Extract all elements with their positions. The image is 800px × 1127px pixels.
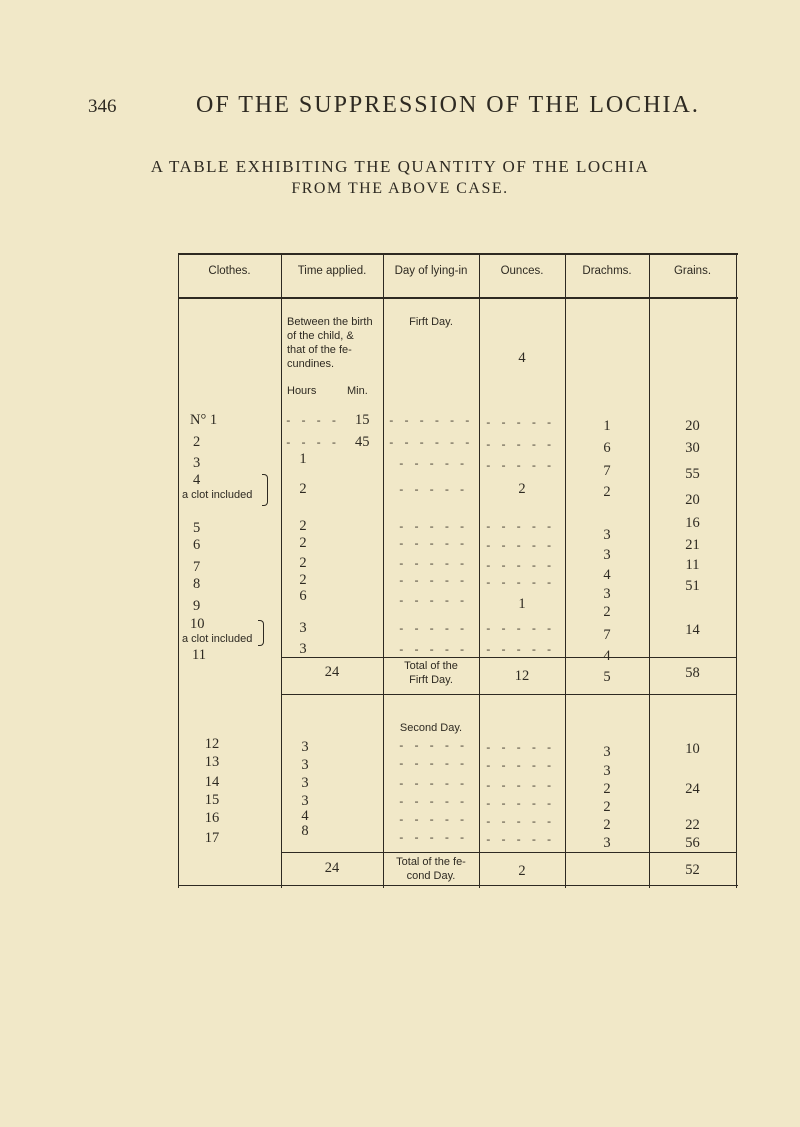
first-day-label: Firft Day. (409, 316, 453, 328)
drachms-value: 2 (603, 484, 611, 500)
time-value: 3 (301, 793, 309, 809)
hours-label: Hours (287, 385, 317, 397)
grains-value: 11 (685, 557, 700, 573)
ditto-dashes: - - - - (285, 438, 339, 450)
running-head: OF THE SUPPRESSION OF THE LOCHIA. (196, 92, 700, 118)
drachms-value: 2 (603, 799, 611, 815)
ounces-value: 2 (518, 481, 526, 497)
ditto-dashes: - - - - - (485, 799, 554, 811)
ditto-dashes: - - - - - (485, 624, 554, 636)
drachms-value: 2 (603, 817, 611, 833)
clot-note: a clot included (182, 633, 253, 645)
drachms-value: 3 (603, 527, 611, 543)
ditto-dashes: - - - - - (398, 779, 467, 791)
clothes-number: 16 (204, 810, 220, 826)
header-ounces: Ounces. (500, 265, 544, 277)
total-label-line: Firft Day. (409, 674, 453, 686)
clothes-number: 15 (204, 792, 220, 808)
ditto-dashes: - - - - - (398, 624, 467, 636)
ditto-dashes: - - - - - (398, 741, 467, 753)
clothes-number: 7 (193, 559, 201, 575)
time-value: 4 (301, 808, 309, 824)
ditto-dashes: - - - - - (398, 485, 467, 497)
clothes-number: 6 (193, 537, 201, 553)
time-value: 3 (301, 739, 309, 755)
table-title: A TABLE EXHIBITING THE QUANTITY OF THE LOCHIA (150, 157, 650, 176)
drachms-value: 2 (603, 781, 611, 797)
grains-value: 20 (685, 492, 700, 508)
clothes-number: 8 (193, 576, 201, 592)
time-note-line: Between the birth (287, 316, 373, 328)
time-note-line: that of the fe- (287, 344, 352, 356)
ditto-dashes: - - - - - (398, 539, 467, 551)
drachms-value: 3 (603, 547, 611, 563)
grains-value: 24 (685, 781, 700, 797)
header-clothes: Clothes. (208, 265, 251, 277)
second-day-label: Second Day. (399, 722, 463, 734)
time-note-line: of the child, & (287, 330, 354, 342)
ditto-dashes: - - - - - (485, 817, 554, 829)
grains-value: 20 (685, 418, 700, 434)
time-value: 45 (355, 434, 370, 450)
clothes-number: 9 (193, 598, 201, 614)
time-value: 2 (299, 481, 307, 497)
ditto-dashes: - - - - - (485, 440, 554, 452)
total-time: 24 (324, 664, 340, 680)
ditto-dashes: - - - - - (398, 522, 467, 534)
clothes-number: 10 (190, 616, 205, 632)
ditto-dashes: - - - - - (398, 645, 467, 657)
drachms-value: 3 (603, 763, 611, 779)
grains-value: 21 (685, 537, 700, 553)
ditto-dashes: - - - - - (485, 835, 554, 847)
time-value: 3 (299, 641, 307, 657)
ditto-dashes: - - - - - - (388, 438, 472, 450)
drachms-value: 1 (603, 418, 611, 434)
ditto-dashes: - - - - - (485, 743, 554, 755)
total-label-line: Total of the fe- (396, 856, 466, 868)
time-value: 1 (299, 451, 307, 467)
ditto-dashes: - - - - - (398, 797, 467, 809)
clothes-number: 14 (204, 774, 220, 790)
header-time-applied: Time applied. (297, 265, 367, 277)
drachms-value: 3 (603, 586, 611, 602)
grains-value: 55 (685, 466, 700, 482)
total-drachms: 5 (603, 669, 611, 685)
total-ounces: 12 (514, 668, 530, 684)
drachms-value: 4 (603, 648, 611, 664)
time-value: 8 (301, 823, 309, 839)
table-subtitle: FROM THE ABOVE CASE. (291, 180, 509, 197)
header-drachms: Drachms. (582, 265, 632, 277)
clothes-number: 11 (192, 647, 206, 663)
time-value: 2 (299, 555, 307, 571)
clothes-number: 2 (193, 434, 201, 450)
clothes-number: 12 (204, 736, 220, 752)
time-value: 2 (299, 518, 307, 534)
drachms-value: 7 (603, 627, 611, 643)
grains-value: 22 (685, 817, 700, 833)
ditto-dashes: - - - - - (485, 418, 554, 430)
intro-ounces: 4 (518, 350, 526, 366)
total-ounces: 2 (518, 863, 526, 879)
ditto-dashes: - - - - - (398, 459, 467, 471)
time-value: 3 (301, 775, 309, 791)
clothes-number: 3 (193, 455, 201, 471)
page-margin (170, 888, 750, 1088)
ditto-dashes: - - - - - (485, 781, 554, 793)
drachms-value: 2 (603, 604, 611, 620)
total-label-line: Total of the (404, 660, 458, 672)
time-value: 3 (301, 757, 309, 773)
ditto-dashes: - - - - - (485, 461, 554, 473)
drachms-value: 6 (603, 440, 611, 456)
drachms-value: 7 (603, 463, 611, 479)
total-grains: 52 (685, 862, 700, 878)
time-value: 2 (299, 572, 307, 588)
clothes-number: N° 1 (190, 412, 218, 428)
ditto-dashes: - - - - - (398, 759, 467, 771)
clothes-number: 13 (204, 754, 220, 770)
brace-mark (262, 474, 268, 506)
grains-value: 30 (685, 440, 700, 456)
time-note-line: cundines. (287, 358, 335, 370)
drachms-value: 3 (603, 835, 611, 851)
ditto-dashes: - - - - - (485, 561, 554, 573)
ditto-dashes: - - - - - (485, 541, 554, 553)
drachms-value: 3 (603, 744, 611, 760)
grains-value: 14 (685, 622, 700, 638)
ditto-dashes: - - - - - - (388, 416, 472, 428)
grains-value: 16 (685, 515, 700, 531)
ditto-dashes: - - - - - (485, 522, 554, 534)
ditto-dashes: - - - - - (398, 559, 467, 571)
grains-value: 10 (685, 741, 700, 757)
clot-note: a clot included (182, 489, 253, 501)
ditto-dashes: - - - - - (398, 815, 467, 827)
ditto-dashes: - - - - - (485, 761, 554, 773)
ounces-value: 1 (518, 596, 526, 612)
ditto-dashes: - - - - (285, 416, 339, 428)
clothes-number: 17 (204, 830, 220, 846)
total-label-line: cond Day. (406, 870, 456, 882)
grains-value: 56 (685, 835, 700, 851)
min-label: Min. (347, 385, 368, 397)
page-number: 346 (88, 96, 117, 117)
brace-mark (258, 620, 264, 646)
drachms-value: 4 (603, 567, 611, 583)
time-value: 3 (299, 620, 307, 636)
grains-value: 51 (685, 578, 700, 594)
total-time: 24 (324, 860, 340, 876)
ditto-dashes: - - - - - (485, 578, 554, 590)
ditto-dashes: - - - - - (398, 596, 467, 608)
header-day-of-lying-in: Day of lying-in (394, 265, 468, 277)
time-value: 15 (355, 412, 370, 428)
header-grains: Grains. (673, 265, 712, 277)
ditto-dashes: - - - - - (398, 576, 467, 588)
clothes-number: 4 (193, 472, 201, 488)
clothes-number: 5 (193, 520, 201, 536)
ditto-dashes: - - - - - (485, 645, 554, 657)
ditto-dashes: - - - - - (398, 833, 467, 845)
time-value: 2 (299, 535, 307, 551)
total-grains: 58 (685, 665, 700, 681)
time-value: 6 (299, 588, 307, 604)
